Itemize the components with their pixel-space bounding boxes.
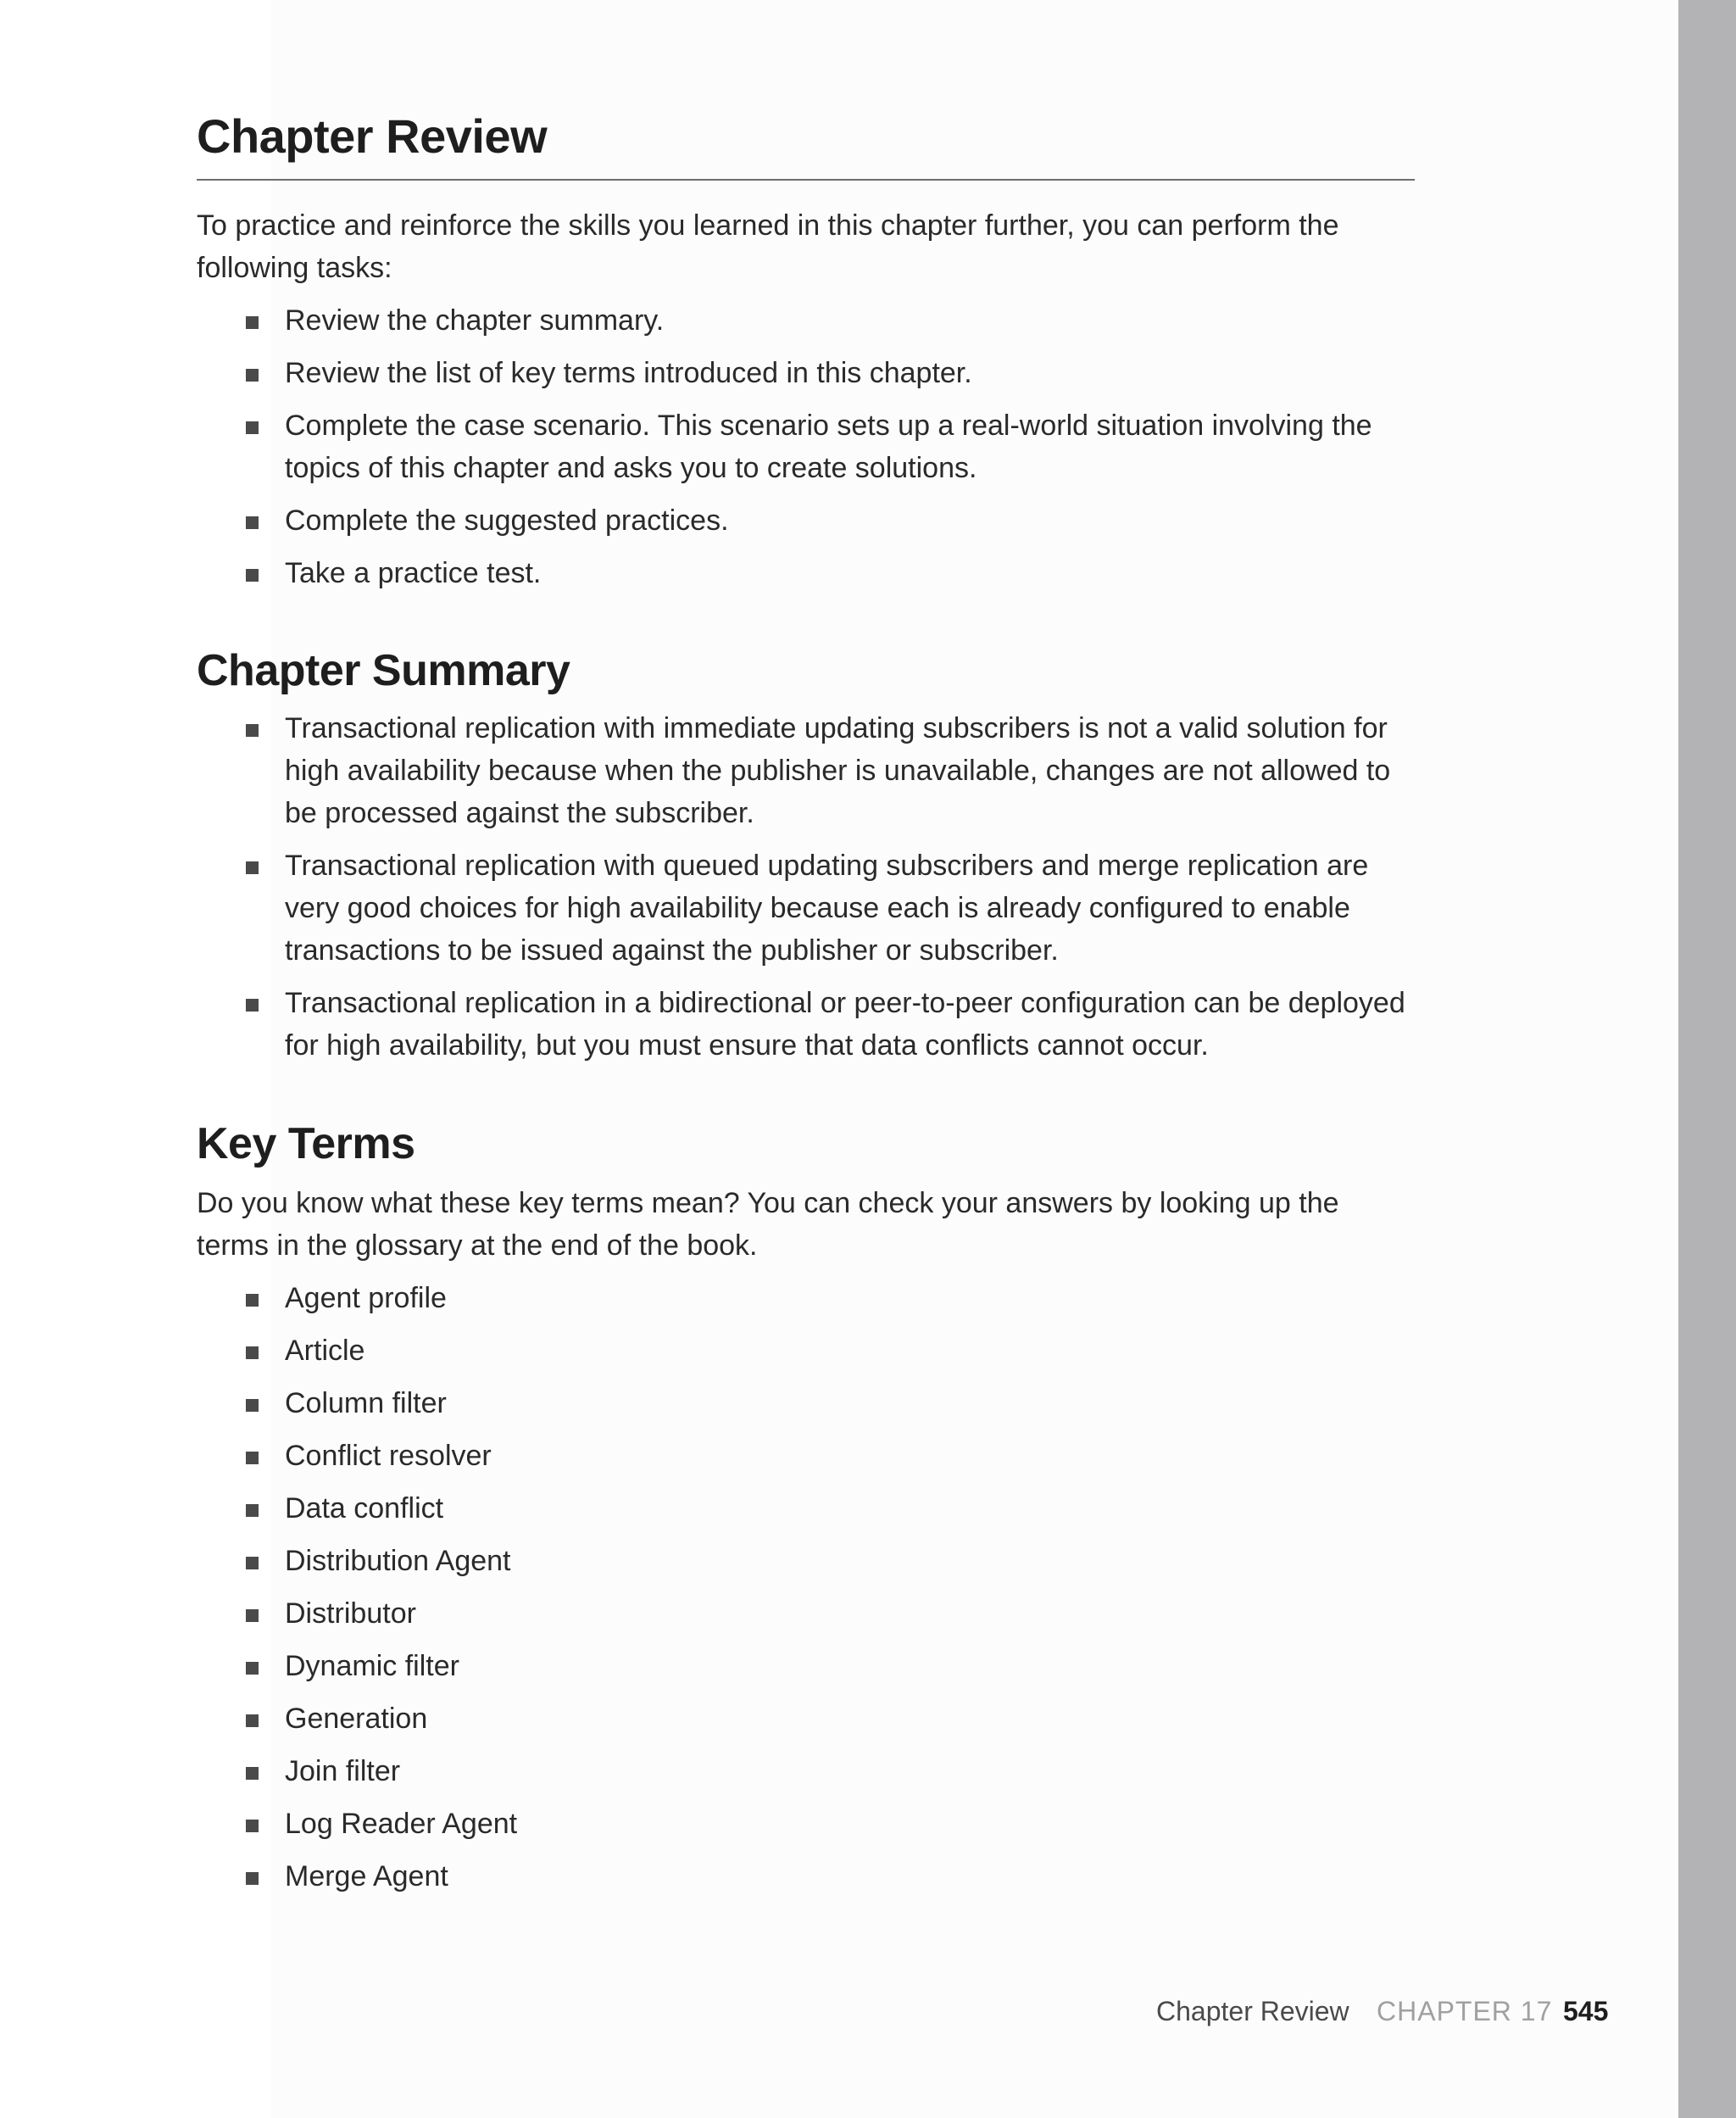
list-item: Log Reader Agent [197, 1803, 1417, 1845]
square-bullet-icon [246, 1346, 259, 1359]
square-bullet-icon [246, 1820, 259, 1832]
list-item: Agent profile [197, 1277, 1417, 1319]
square-bullet-icon [246, 1452, 259, 1464]
task-list [197, 299, 1417, 605]
square-bullet-icon [246, 1872, 259, 1885]
list-item: Distribution Agent [197, 1540, 1417, 1582]
list-item: Conflict resolver [197, 1435, 1417, 1477]
list-item: Join filter [197, 1750, 1417, 1792]
square-bullet-icon [246, 1767, 259, 1780]
square-bullet-icon [246, 316, 259, 329]
list-item: Merge Agent [197, 1855, 1417, 1898]
list-item: Generation [197, 1697, 1417, 1740]
page-number: 545 [1563, 1996, 1609, 2026]
square-bullet-icon [246, 1504, 259, 1517]
square-bullet-icon [246, 516, 259, 529]
list-item: Review the chapter summary. [197, 299, 1417, 342]
list-item: Data conflict [197, 1487, 1417, 1530]
list-item: Transactional replication with immediate updating subscribers is not a valid solution for high availability because when the publisher is unavailable, changes are not allowed to be processed against the subscriber. [197, 707, 1417, 834]
list-item: Review the list of key terms introduced in this chapter. [197, 352, 1417, 394]
footer-chapter-label: CHAPTER 17 [1377, 1996, 1553, 2026]
square-bullet-icon [246, 369, 259, 382]
chapter-review-heading: Chapter Review [197, 109, 548, 163]
chapter-summary-heading: Chapter Summary [197, 646, 570, 695]
square-bullet-icon [246, 861, 259, 874]
square-bullet-icon [246, 569, 259, 582]
list-item: Article [197, 1329, 1417, 1372]
key-terms-heading: Key Terms [197, 1119, 415, 1168]
square-bullet-icon [246, 1714, 259, 1727]
square-bullet-icon [246, 1399, 259, 1412]
list-item: Dynamic filter [197, 1645, 1417, 1687]
list-item: Distributor [197, 1592, 1417, 1635]
square-bullet-icon [246, 1662, 259, 1675]
list-item: Take a practice test. [197, 552, 1417, 594]
list-item: Transactional replication in a bidirectional or peer-to-peer configuration can be deployed for high availability, but you must ensure that data conflicts cannot occur. [197, 982, 1417, 1067]
square-bullet-icon [246, 1557, 259, 1569]
list-item: Complete the case scenario. This scenario sets up a real-world situation involving the topics of this chapter and asks you to create solutions. [197, 404, 1417, 489]
chapter-review-intro: To practice and reinforce the skills you learned in this chapter further, you can perform the following tasks: [197, 209, 1339, 284]
summary-list [197, 707, 1417, 1077]
list-item: Column filter [197, 1382, 1417, 1424]
side-margin-bar [1678, 0, 1736, 2118]
list-item: Complete the suggested practices. [197, 499, 1417, 542]
footer-section-name: Chapter Review [1156, 1996, 1349, 2026]
square-bullet-icon [246, 1609, 259, 1622]
square-bullet-icon [246, 999, 259, 1012]
key-terms-list [197, 1277, 1417, 1908]
square-bullet-icon [246, 1294, 259, 1307]
square-bullet-icon [246, 724, 259, 737]
square-bullet-icon [246, 421, 259, 434]
heading-rule [197, 179, 1415, 181]
key-terms-intro: Do you know what these key terms mean? You can check your answers by looking up the terms in the glossary at the end of the book. [197, 1187, 1339, 1262]
list-item: Transactional replication with queued updating subscribers and merge replication are very good choices for high availability because each is already configured to enable transactions to be issued against the publisher or subscriber. [197, 844, 1417, 972]
